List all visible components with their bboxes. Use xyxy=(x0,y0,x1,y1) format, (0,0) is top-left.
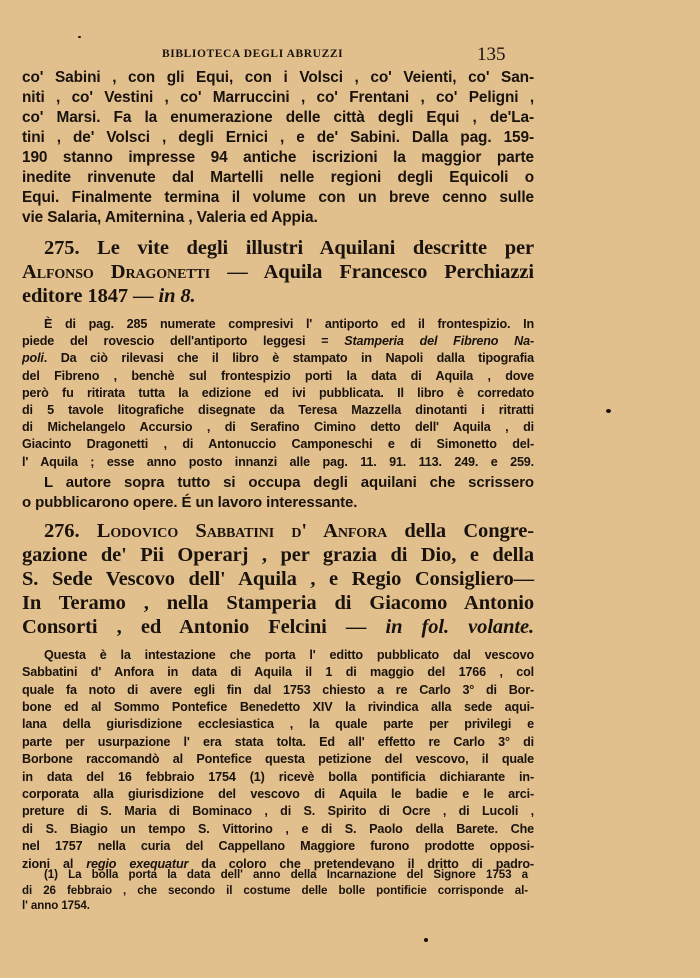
running-title: BIBLIOTECA DEGLI ABRUZZI xyxy=(162,48,344,60)
entry-imprint-end: editore 1847 — xyxy=(22,285,154,307)
text-line: Borbone raccomandò al Pontefice questa petizione del vescovo, il quale xyxy=(22,752,534,767)
text-line: Sabbatini d' Anfora in data di Aquila il 1 di maggio del 1766 , col xyxy=(22,665,534,680)
text-line: di S. Biagio un tempo S. Vittorino , e di S. Paolo della Barete. Che xyxy=(22,821,534,836)
text-line: di 5 tavole litografiche disegnate da Teresa Mazzella dinotanti i ritratti xyxy=(22,403,534,418)
text-line: quale fa noto di avere egli fin dal 1753 chiesto a re Carlo 3° di Bor- xyxy=(22,682,534,697)
entry-276-heading xyxy=(22,519,534,639)
footnote xyxy=(22,867,528,914)
ink-speck xyxy=(606,409,611,413)
text-line: co' Marsi. Fa la enumerazione delle città degli Equi , de'La- xyxy=(22,109,534,126)
heading-line: S. Sede Vescovo dell' Aquila , e Regio Consigliero— xyxy=(22,567,534,590)
entry-275-description xyxy=(22,316,534,471)
heading-line: In Teramo , nella Stamperia di Giacomo Antonio xyxy=(22,591,534,614)
text-line: corporata alla giurisdizione del vescovo di Aquila le badie e le arci- xyxy=(22,787,534,802)
entry-imprint: — Aquila Francesco Perchiazzi xyxy=(227,261,534,283)
text-line: preture di S. Maria di Bominaco , di S. Spirito di Ocre , di Lucoli , xyxy=(22,804,534,819)
printer-name: Stamperia del Fibreno Na- xyxy=(344,334,534,349)
text-line: però fu ritirata tutta la edizione ed ivi pubblicata. Il libro è corredato xyxy=(22,385,534,400)
text-line: parte per usurpazione l' era stata tolta. Ed all' effetto re Carlo 3° di xyxy=(22,734,534,749)
ink-speck xyxy=(424,938,428,942)
entry-format: in 8. xyxy=(158,285,196,307)
footnote-line: l' anno 1754. xyxy=(22,899,90,912)
entry-number: 275. xyxy=(44,237,80,259)
text-line: del Fibreno , benchè sul frontespizio porti la data di Aquila , dove xyxy=(22,368,534,383)
text-line: l' Aquila ; esse anno posto innanzi alle pag. 11. 91. 113. 249. e 259. xyxy=(22,454,534,469)
entry-276-description xyxy=(22,647,534,873)
text-line: nel 1757 nella curia del Cappellano Maggiore furono prodotte opposi- xyxy=(22,839,534,854)
entry-author: Lodovico Sabbatini d' Anfora xyxy=(96,519,388,542)
text-line: niti , co' Vestini , co' Marruccini , co' Frentani , co' Peligni , xyxy=(22,89,534,106)
entry-number: 276. xyxy=(44,519,80,542)
entry-author: Alfonso Dragonetti xyxy=(22,261,211,283)
text-line: vie Salaria, Amiternina , Valeria ed Appia. xyxy=(22,209,318,226)
text-line xyxy=(22,333,534,350)
text-line: bone ed al Sommo Pontefice Benedetto XIV la rivindica alla sede aqui- xyxy=(22,700,534,715)
text-line: Equi. Finalmente termina il volume con un breve cenno sulle xyxy=(22,189,534,206)
footnote-line: di 26 febbraio , che secondo il costume delle bolle pontificie corrisponde al- xyxy=(22,883,528,897)
text-line: o pubblicarono opere. É un lavoro interessante. xyxy=(22,493,358,511)
heading-line xyxy=(22,284,534,308)
entry-275-heading xyxy=(22,236,534,308)
text-line: di Michelangelo Accursio , di Serafino Cimino detto dell' Aquila , di xyxy=(22,420,534,435)
text-line: co' Sabini , con gli Equi, con i Volsci , co' Veienti, co' San- xyxy=(22,69,534,86)
heading-line: gazione de' Pii Operarj , per grazia di Dio, e della xyxy=(22,543,534,566)
text-fragment: da coloro che pretendevano il dritto di padro- xyxy=(188,856,534,871)
text-line: tini , de' Volsci , degli Ernici , e de' Sabini. Dalla pag. 159- xyxy=(22,129,534,146)
text-fragment: . Da ciò rilevasi che il libro è stampato in Napoli dalla tipografia xyxy=(43,351,534,366)
text-line: Giacinto Dragonetti , di Antonuccio Camponeschi e di Simonetto del- xyxy=(22,437,534,452)
page-number: 135 xyxy=(477,44,506,65)
heading-line xyxy=(22,260,534,284)
text-line: Questa è la intestazione che porta l' editto pubblicato dal vescovo xyxy=(44,647,534,662)
running-head xyxy=(22,40,534,68)
text-fragment: piede del rovescio dell'antiporto leggesi = xyxy=(22,334,345,349)
text-line: in data del 16 febbraio 1754 (1) ricevè bolla pontificia dichiarante in- xyxy=(22,769,534,784)
entry-format: in fol. volante. xyxy=(385,615,534,638)
printer-name-end: poli xyxy=(22,351,44,366)
heading-line xyxy=(22,615,534,639)
text-line: inedite rinvenute dal Martelli nelle regioni degli Equicoli o xyxy=(22,169,534,186)
heading-line xyxy=(22,519,534,543)
legal-term: regio exequatur xyxy=(86,856,189,871)
entry-imprint-end: Consorti , ed Antonio Felcini — xyxy=(22,615,367,638)
text-line: 190 stanno impresse 94 antiche iscrizioni la maggior parte xyxy=(22,149,534,166)
footnote-line: (1) La bolla porta la data dell' anno della Incarnazione del Signore 1753 a xyxy=(44,868,528,881)
continuation-paragraph xyxy=(22,68,534,228)
text-fragment: zioni al xyxy=(22,856,87,871)
heading-line xyxy=(22,236,534,260)
book-page xyxy=(22,40,534,873)
entry-title: della Congre- xyxy=(404,519,535,542)
entry-275-comment xyxy=(22,473,534,513)
text-line: L autore sopra tutto si occupa degli aquilani che scrissero xyxy=(44,473,534,491)
text-line: È di pag. 285 numerate compresivi l' antiporto ed il frontespizio. In xyxy=(44,317,534,331)
entry-title: Le vite degli illustri Aquilani descritte per xyxy=(97,237,535,259)
ink-speck xyxy=(78,36,81,38)
text-line xyxy=(22,350,534,367)
text-line: lana della giurisdizione ecclesiastica , la quale parte per privilegi e xyxy=(22,717,534,732)
